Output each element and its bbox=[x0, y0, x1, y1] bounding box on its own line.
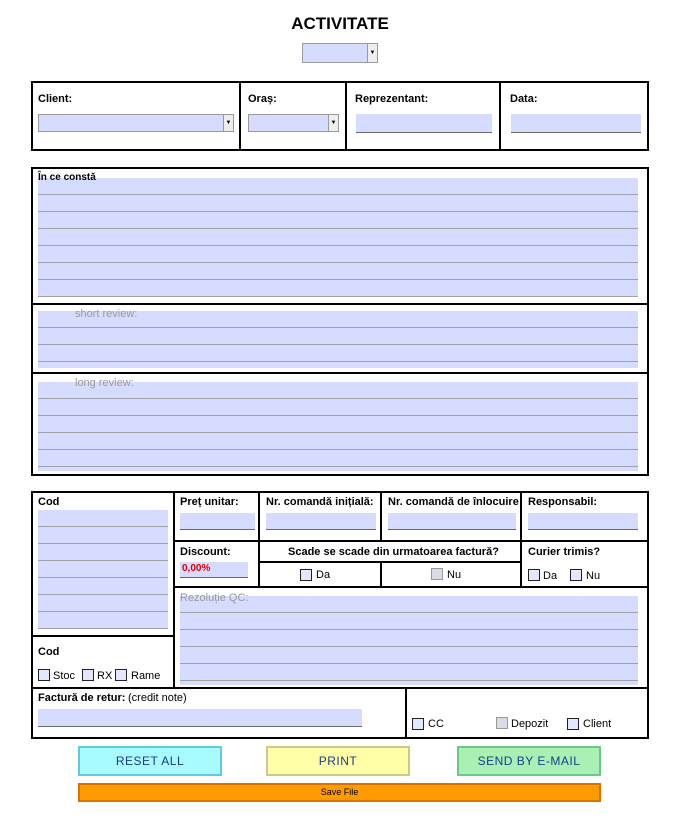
date-field[interactable] bbox=[511, 114, 641, 133]
rezolutie-qc-field[interactable] bbox=[180, 596, 638, 685]
rezolutie-qc-label: Rezoluție QC: bbox=[180, 592, 249, 604]
page-title: ACTIVITATE bbox=[291, 14, 389, 33]
responsabil-label: Responsabil: bbox=[528, 496, 598, 508]
cod-list-field[interactable] bbox=[38, 510, 168, 629]
rame-label: Rame bbox=[131, 670, 161, 682]
activity-select[interactable] bbox=[302, 43, 378, 63]
responsabil-field[interactable] bbox=[528, 513, 638, 530]
chevron-down-icon: ▼ bbox=[223, 115, 233, 131]
long-review-placeholder: long review: bbox=[75, 377, 134, 389]
factura-retur-field[interactable] bbox=[38, 709, 362, 727]
rx-label: RX bbox=[97, 670, 113, 682]
rx-checkbox[interactable] bbox=[82, 669, 94, 681]
factura-retur-label: Factură de retur: bbox=[38, 692, 126, 704]
client-checkbox-label: Client bbox=[583, 718, 612, 730]
reprezentant-label: Reprezentant: bbox=[355, 93, 429, 105]
factura-retur-note: (credit note) bbox=[128, 692, 187, 704]
chevron-down-icon: ▼ bbox=[367, 44, 377, 62]
cc-checkbox[interactable] bbox=[412, 718, 424, 730]
curier-nu-checkbox[interactable] bbox=[570, 569, 582, 581]
cod2-label: Cod bbox=[38, 646, 60, 658]
pret-unitar-label: Preț unitar: bbox=[180, 496, 239, 508]
stoc-checkbox[interactable] bbox=[38, 669, 50, 681]
reset-all-button[interactable]: RESET ALL bbox=[78, 746, 222, 776]
stoc-label: Stoc bbox=[53, 670, 76, 682]
nr-comanda-inlocuire-field[interactable] bbox=[388, 513, 516, 530]
send-email-button[interactable]: SEND BY E-MAIL bbox=[457, 746, 601, 776]
cod-label: Cod bbox=[38, 496, 60, 508]
print-button[interactable]: PRINT bbox=[266, 746, 410, 776]
in-ce-consta-field[interactable] bbox=[38, 178, 638, 297]
depozit-checkbox[interactable] bbox=[496, 717, 508, 729]
scade-nu-checkbox[interactable] bbox=[431, 568, 443, 580]
curier-da-label: Da bbox=[543, 570, 558, 582]
nr-comanda-inlocuire-label: Nr. comandă de înlocuire bbox=[388, 496, 519, 508]
discount-label: Discount: bbox=[180, 546, 231, 558]
curier-nu-label: Nu bbox=[586, 570, 601, 582]
scade-da-label: Da bbox=[316, 569, 331, 581]
client-select[interactable] bbox=[38, 114, 234, 132]
long-review-field[interactable] bbox=[38, 382, 638, 471]
discount-value: 0,00% bbox=[182, 563, 211, 574]
client-checkbox[interactable] bbox=[567, 718, 579, 730]
curier-da-checkbox[interactable] bbox=[528, 569, 540, 581]
chevron-down-icon: ▼ bbox=[328, 115, 338, 131]
client-label: Client: bbox=[38, 93, 73, 105]
nr-comanda-initiala-label: Nr. comandă inițială: bbox=[266, 496, 374, 508]
oras-select[interactable] bbox=[248, 114, 339, 132]
rame-checkbox[interactable] bbox=[115, 669, 127, 681]
cc-label: CC bbox=[428, 718, 444, 730]
pret-unitar-field[interactable] bbox=[180, 513, 255, 530]
scade-nu-label: Nu bbox=[447, 569, 462, 581]
short-review-placeholder: short review: bbox=[75, 308, 138, 320]
data-label: Data: bbox=[510, 93, 538, 105]
nr-comanda-initiala-field[interactable] bbox=[266, 513, 376, 530]
reprezentant-field[interactable] bbox=[356, 114, 492, 133]
curier-label: Curier trimis? bbox=[528, 546, 601, 558]
in-ce-consta-label: În ce constă bbox=[38, 172, 96, 183]
scade-da-checkbox[interactable] bbox=[300, 569, 312, 581]
save-file-button[interactable]: Save File bbox=[78, 783, 601, 802]
scade-question-label: Scade se scade din urmatoarea factură? bbox=[288, 546, 499, 558]
oras-label: Oraș: bbox=[248, 93, 277, 105]
depozit-label: Depozit bbox=[511, 718, 549, 730]
